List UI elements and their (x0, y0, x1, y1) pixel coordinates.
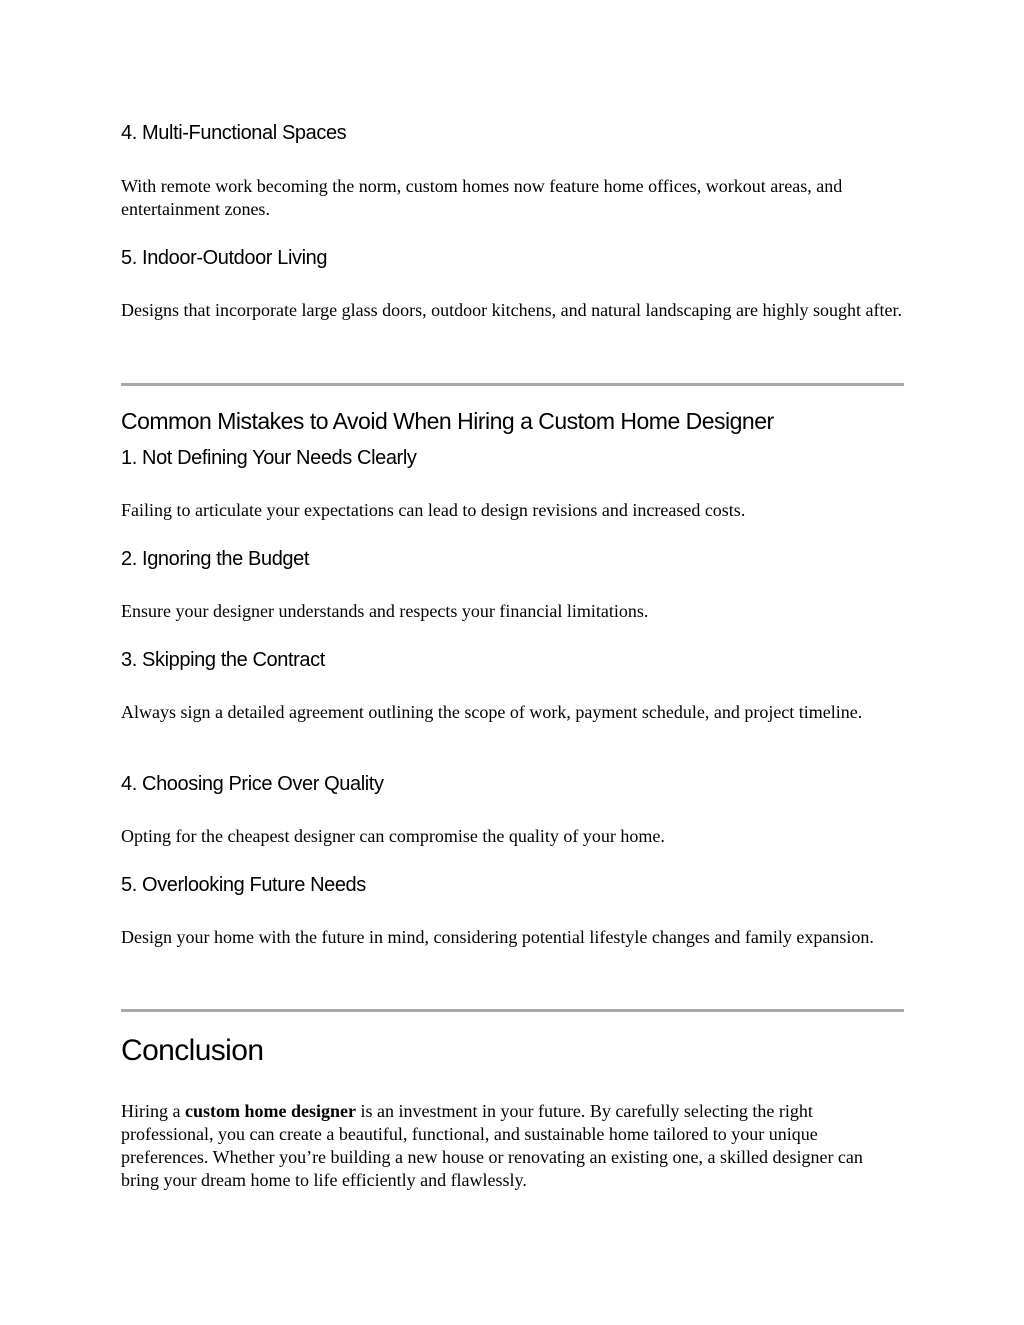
section-divider (121, 1009, 904, 1012)
paragraph-indoor-outdoor-living: Designs that incorporate large glass doors, outdoor kitchens, and natural landscaping are highly sought after. (121, 300, 902, 320)
section-divider (121, 383, 904, 386)
heading-mistake-3: 3. Skipping the Contract (121, 649, 325, 671)
conclusion-lead: Hiring a (121, 1101, 185, 1121)
paragraph-mistake-3: Always sign a detailed agreement outlining the scope of work, payment schedule, and project timeline. (121, 702, 863, 722)
conclusion-rest: is an investment in your future. By carefully selecting the right professional, you can create a beautiful, functional, and sustainable home tailored to your unique preferences. Whether you’re building a new house or renovating an existing one, a skilled designer can bring your dream home to life efficiently and flawlessly. (121, 1101, 863, 1190)
conclusion-bold-keyword: custom home designer (184, 1101, 356, 1121)
heading-mistake-5: 5. Overlooking Future Needs (121, 874, 366, 896)
heading-mistake-1: 1. Not Defining Your Needs Clearly (121, 447, 417, 469)
paragraph-mistake-2: Ensure your designer understands and respects your financial limitations. (121, 601, 649, 621)
heading-mistake-2: 2. Ignoring the Budget (121, 548, 310, 570)
paragraph-mistake-1: Failing to articulate your expectations can lead to design revisions and increased costs. (121, 500, 746, 520)
heading-common-mistakes: Common Mistakes to Avoid When Hiring a Custom Home Designer (121, 408, 774, 434)
paragraph-mistake-4: Opting for the cheapest designer can compromise the quality of your home. (121, 826, 665, 846)
paragraph-mistake-5: Design your home with the future in mind, considering potential lifestyle changes and family expansion. (121, 927, 874, 947)
heading-indoor-outdoor-living: 5. Indoor-Outdoor Living (121, 247, 328, 269)
paragraph-conclusion (121, 1100, 904, 1192)
paragraph-multi-functional-spaces: With remote work becoming the norm, custom homes now feature home offices, workout areas, and entertainment zones. (121, 176, 843, 219)
heading-conclusion: Conclusion (121, 1034, 264, 1067)
heading-mistake-4: 4. Choosing Price Over Quality (121, 773, 384, 795)
heading-multi-functional-spaces: 4. Multi-Functional Spaces (121, 122, 347, 144)
